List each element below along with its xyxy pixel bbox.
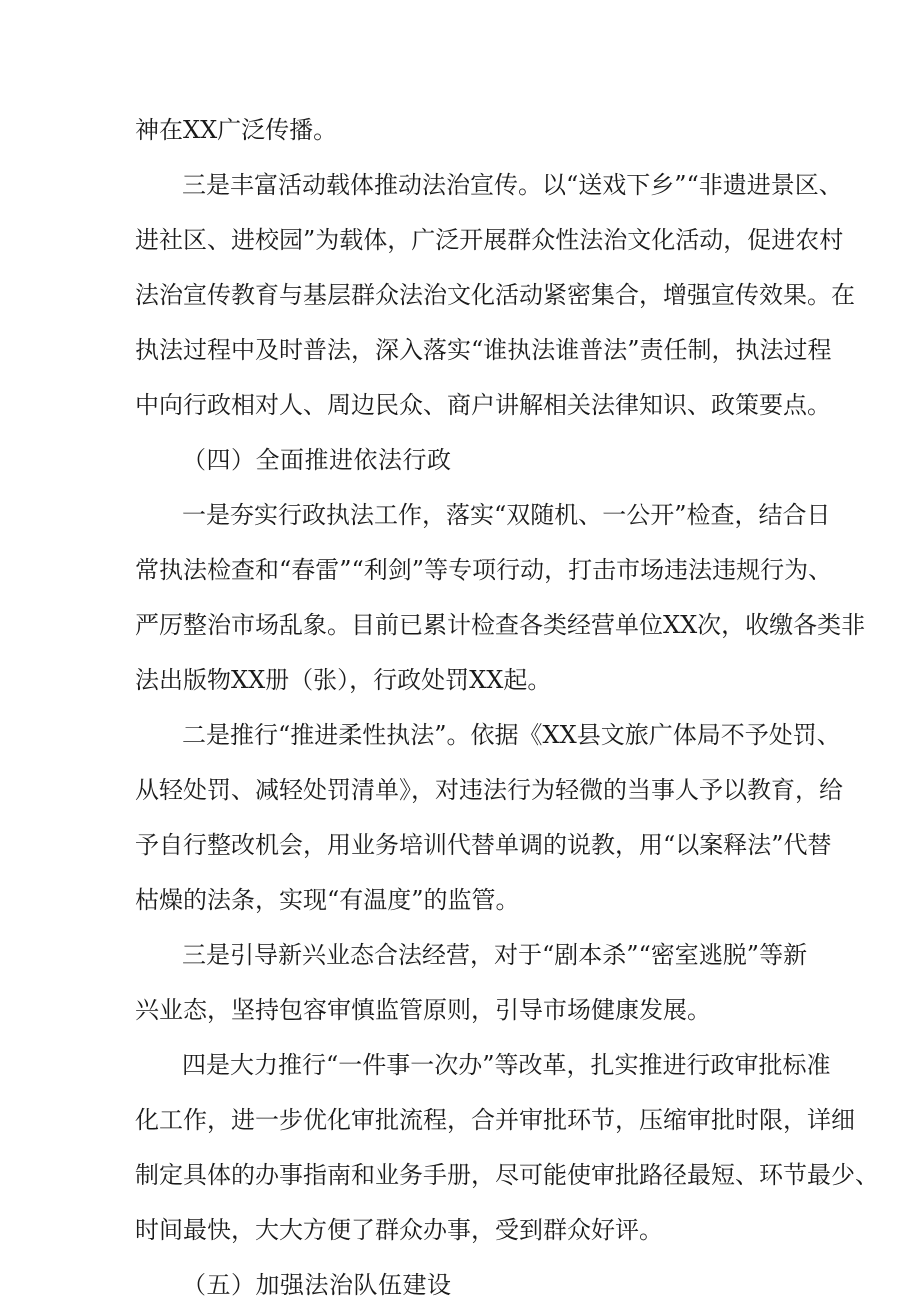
paragraph-line: 严厉整治市场乱象。目前已累计检查各类经营单位XX次，收缴各类非 <box>135 611 866 639</box>
paragraph-line: 一是夯实行政执法工作，落实“双随机、一公开”检查，结合日 <box>182 501 831 529</box>
paragraph-line: 化工作，进一步优化审批流程，合并审批环节，压缩审批时限，详细 <box>135 1106 855 1134</box>
paragraph-line: 二是推行“推进柔性执法”。依据《XX县文旅广体局不予处罚、 <box>182 721 841 749</box>
paragraph-line: 神在XX广泛传播。 <box>135 116 338 144</box>
paragraph-line: 法出版物XX册（张），行政处罚XX起。 <box>135 666 552 694</box>
paragraph-line: 中向行政相对人、周边民众、商户讲解相关法律知识、政策要点。 <box>135 391 831 419</box>
paragraph-line: 常执法检查和“春雷”“利剑”等专项行动，打击市场违法违规行为、 <box>135 556 833 584</box>
paragraph-line: 执法过程中及时普法，深入落实“谁执法谁普法”责任制，执法过程 <box>135 336 832 364</box>
paragraph-line: 时间最快，大大方便了群众办事，受到群众好评。 <box>135 1216 663 1244</box>
paragraph-line: 三是丰富活动载体推动法治宣传。以“送戏下乡”“非遗进景区、 <box>182 171 843 199</box>
section-heading: （四）全面推进依法行政 <box>182 446 452 474</box>
section-heading: （五）加强法治队伍建设 <box>182 1271 452 1299</box>
paragraph-line: 四是大力推行“一件事一次办”等改革，扎实推进行政审批标准 <box>182 1051 831 1079</box>
paragraph-line: 予自行整改机会，用业务培训代替单调的说教，用“以案释法”代替 <box>135 831 832 859</box>
paragraph-line: 兴业态，坚持包容审慎监管原则，引导市场健康发展。 <box>135 996 711 1024</box>
paragraph-line: 三是引导新兴业态合法经营，对于“剧本杀”“密室逃脱”等新 <box>182 941 808 969</box>
paragraph-line: 进社区、进校园”为载体，广泛开展群众性法治文化活动，促进农村 <box>135 226 844 254</box>
paragraph-line: 枯燥的法条，实现“有温度”的监管。 <box>135 886 520 914</box>
paragraph-line: 法治宣传教育与基层群众法治文化活动紧密集合，增强宣传效果。在 <box>135 281 855 309</box>
paragraph-line: 从轻处罚、减轻处罚清单》，对违法行为轻微的当事人予以教育，给 <box>135 776 843 804</box>
paragraph-line: 制定具体的办事指南和业务手册，尽可能使审批路径最短、环节最少、 <box>135 1161 879 1189</box>
